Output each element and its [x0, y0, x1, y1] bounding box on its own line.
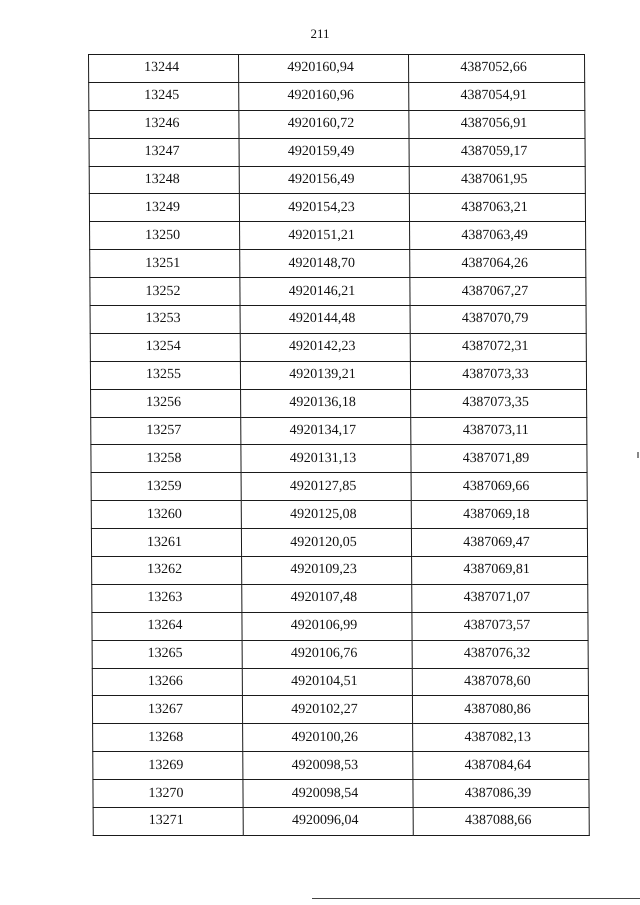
x-coordinate-cell: 4920148,70 [240, 250, 410, 278]
y-coordinate-cell: 4387069,47 [411, 529, 587, 557]
table-row [92, 557, 588, 585]
point-number-cell: 13254 [90, 333, 240, 361]
point-number-cell: 13262 [92, 557, 242, 585]
x-coordinate-cell: 4920160,94 [239, 55, 409, 83]
y-coordinate-cell: 4387072,31 [410, 333, 586, 361]
y-coordinate-cell: 4387073,35 [411, 389, 587, 417]
table-row [93, 808, 589, 836]
x-coordinate-cell: 4920098,54 [243, 780, 413, 808]
y-coordinate-cell: 4387061,95 [409, 166, 585, 194]
point-number-cell: 13244 [89, 55, 239, 83]
point-number-cell: 13268 [93, 724, 243, 752]
point-number-cell: 13248 [89, 166, 239, 194]
table-row [93, 752, 589, 780]
table-row [92, 668, 588, 696]
table-row [93, 724, 589, 752]
bottom-scan-edge [312, 898, 640, 899]
point-number-cell: 13255 [90, 361, 240, 389]
point-number-cell: 13261 [91, 529, 241, 557]
point-number-cell: 13260 [91, 501, 241, 529]
table-row [91, 389, 587, 417]
y-coordinate-cell: 4387082,13 [413, 724, 589, 752]
x-coordinate-cell: 4920134,17 [241, 417, 411, 445]
y-coordinate-cell: 4387059,17 [409, 138, 585, 166]
x-coordinate-cell: 4920127,85 [241, 473, 411, 501]
table-row [90, 222, 586, 250]
scan-mark [637, 452, 639, 458]
table-row [89, 166, 585, 194]
page-number: 211 [310, 26, 330, 41]
x-coordinate-cell: 4920160,72 [239, 110, 409, 138]
x-coordinate-cell: 4920107,48 [242, 584, 412, 612]
y-coordinate-cell: 4387076,32 [412, 640, 588, 668]
x-coordinate-cell: 4920120,05 [241, 529, 411, 557]
x-coordinate-cell: 4920151,21 [240, 222, 410, 250]
y-coordinate-cell: 4387071,07 [412, 584, 588, 612]
point-number-cell: 13269 [93, 752, 243, 780]
x-coordinate-cell: 4920154,23 [239, 194, 409, 222]
point-number-cell: 13252 [90, 278, 240, 306]
table-row [93, 780, 589, 808]
y-coordinate-cell: 4387067,27 [410, 278, 586, 306]
table-row [91, 529, 587, 557]
point-number-cell: 13257 [91, 417, 241, 445]
table-row [92, 584, 588, 612]
x-coordinate-cell: 4920106,76 [242, 640, 412, 668]
x-coordinate-cell: 4920106,99 [242, 612, 412, 640]
table-row [90, 361, 586, 389]
y-coordinate-cell: 4387054,91 [409, 82, 585, 110]
table-row [92, 640, 588, 668]
y-coordinate-cell: 4387073,33 [410, 361, 586, 389]
y-coordinate-cell: 4387073,11 [411, 417, 587, 445]
point-number-cell: 13263 [92, 584, 242, 612]
point-number-cell: 13245 [89, 82, 239, 110]
table-row [92, 696, 588, 724]
y-coordinate-cell: 4387086,39 [413, 780, 589, 808]
point-number-cell: 13253 [90, 306, 240, 334]
point-number-cell: 13266 [92, 668, 242, 696]
y-coordinate-cell: 4387069,81 [412, 557, 588, 585]
y-coordinate-cell: 4387084,64 [413, 752, 589, 780]
table-row [89, 194, 585, 222]
table-row [90, 306, 586, 334]
x-coordinate-cell: 4920109,23 [242, 557, 412, 585]
x-coordinate-cell: 4920159,49 [239, 138, 409, 166]
point-number-cell: 13264 [92, 612, 242, 640]
table-row [90, 333, 586, 361]
point-number-cell: 13246 [89, 110, 239, 138]
point-number-cell: 13258 [91, 445, 241, 473]
x-coordinate-cell: 4920098,53 [243, 752, 413, 780]
table-row [89, 138, 585, 166]
x-coordinate-cell: 4920096,04 [243, 808, 413, 836]
point-number-cell: 13256 [91, 389, 241, 417]
y-coordinate-cell: 4387063,21 [409, 194, 585, 222]
point-number-cell: 13267 [92, 696, 242, 724]
point-number-cell: 13270 [93, 780, 243, 808]
x-coordinate-cell: 4920160,96 [239, 82, 409, 110]
point-number-cell: 13251 [90, 250, 240, 278]
table-row [92, 612, 588, 640]
x-coordinate-cell: 4920144,48 [240, 306, 410, 334]
y-coordinate-cell: 4387071,89 [411, 445, 587, 473]
table-row [90, 278, 586, 306]
x-coordinate-cell: 4920104,51 [242, 668, 412, 696]
point-number-cell: 13250 [90, 222, 240, 250]
x-coordinate-cell: 4920139,21 [240, 361, 410, 389]
coordinates-table-body [89, 55, 590, 836]
x-coordinate-cell: 4920142,23 [240, 333, 410, 361]
y-coordinate-cell: 4387063,49 [410, 222, 586, 250]
y-coordinate-cell: 4387069,66 [411, 473, 587, 501]
point-number-cell: 13249 [89, 194, 239, 222]
y-coordinate-cell: 4387080,86 [412, 696, 588, 724]
point-number-cell: 13265 [92, 640, 242, 668]
table-row [91, 445, 587, 473]
x-coordinate-cell: 4920125,08 [241, 501, 411, 529]
y-coordinate-cell: 4387073,57 [412, 612, 588, 640]
coordinates-table [88, 54, 590, 836]
x-coordinate-cell: 4920131,13 [241, 445, 411, 473]
x-coordinate-cell: 4920100,26 [243, 724, 413, 752]
table-row [90, 250, 586, 278]
table-row [91, 473, 587, 501]
y-coordinate-cell: 4387069,18 [411, 501, 587, 529]
table-row [89, 55, 585, 83]
table-row [91, 417, 587, 445]
x-coordinate-cell: 4920102,27 [242, 696, 412, 724]
y-coordinate-cell: 4387088,66 [413, 808, 589, 836]
point-number-cell: 13271 [93, 808, 243, 836]
x-coordinate-cell: 4920156,49 [239, 166, 409, 194]
y-coordinate-cell: 4387056,91 [409, 110, 585, 138]
table-row [89, 110, 585, 138]
table-row [91, 501, 587, 529]
x-coordinate-cell: 4920146,21 [240, 278, 410, 306]
point-number-cell: 13259 [91, 473, 241, 501]
y-coordinate-cell: 4387052,66 [409, 55, 585, 83]
point-number-cell: 13247 [89, 138, 239, 166]
table-row [89, 82, 585, 110]
y-coordinate-cell: 4387070,79 [410, 306, 586, 334]
y-coordinate-cell: 4387064,26 [410, 250, 586, 278]
y-coordinate-cell: 4387078,60 [412, 668, 588, 696]
x-coordinate-cell: 4920136,18 [241, 389, 411, 417]
